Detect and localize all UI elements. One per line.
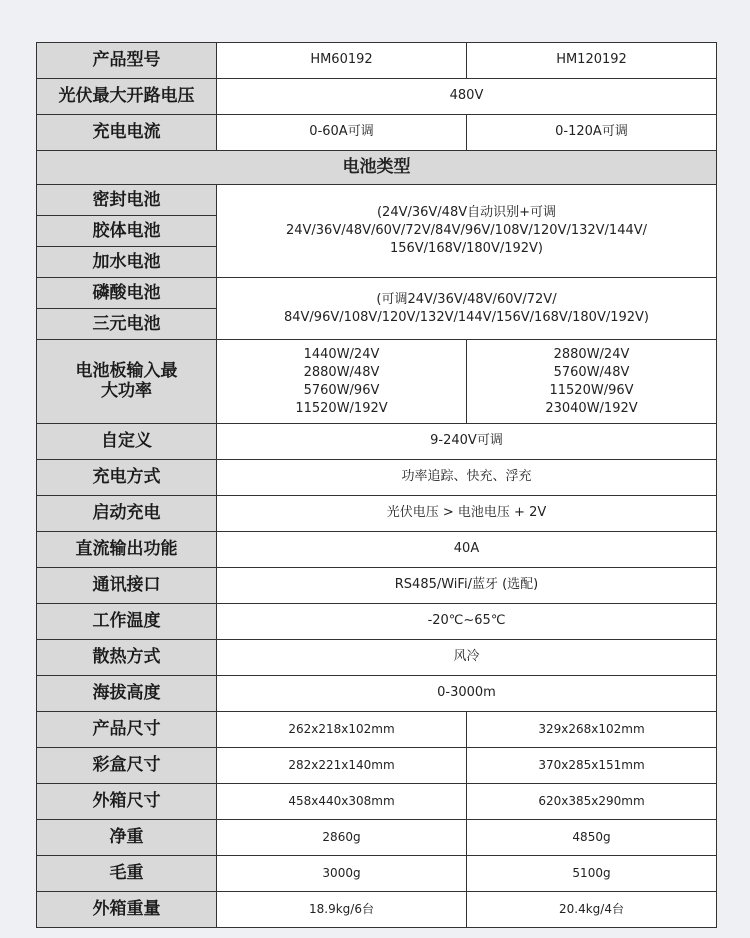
table-row (37, 568, 717, 604)
lead-acid-line: 24V/36V/48V/60V/72V/84V/96V/108V/120V/132V/144V/ (285, 223, 648, 238)
start-charge-value: 光伏电压 > 电池电压 + 2V (217, 496, 717, 532)
label-flooded-battery: 加水电池 (37, 246, 216, 277)
carton-size-b: 620x385x290mm (467, 784, 717, 820)
gross-weight-a: 3000g (217, 856, 467, 892)
cooling-value: 风冷 (217, 640, 717, 676)
lead-acid-line: 156V/168V/180V/192V) (389, 241, 544, 256)
table-row (37, 604, 717, 640)
charge-current-b: 0-120A可调 (467, 115, 717, 151)
lead-acid-labels (37, 185, 217, 278)
panel-power-a-line: 1440W/24V (303, 346, 380, 362)
row-label-gross-weight: 毛重 (37, 856, 217, 892)
label-lfp-battery: 磷酸电池 (92, 283, 161, 303)
lithium-line: (可调24V/36V/48V/60V/72V/ (376, 291, 557, 307)
net-weight-b: 4850g (467, 820, 717, 856)
lead-acid-voltage (217, 185, 717, 278)
carton-weight-a: 18.9kg/6台 (217, 892, 467, 928)
charge-current-a: 0-60A可调 (217, 115, 467, 151)
row-label-carton-weight: 外箱重量 (37, 892, 217, 928)
product-size-a: 262x218x102mm (217, 712, 467, 748)
panel-power-b-line: 23040W/192V (545, 400, 638, 416)
panel-power-b-line: 11520W/96V (549, 382, 634, 398)
table-row (37, 676, 717, 712)
row-label-temp: 工作温度 (37, 604, 217, 640)
table-row (37, 151, 717, 185)
table-row (37, 496, 717, 532)
table-row (37, 856, 717, 892)
row-label-altitude: 海拔高度 (37, 676, 217, 712)
lead-acid-line: (24V/36V/48V自动识别+可调 (376, 205, 557, 220)
comm-value: RS485/WiFi/蓝牙 (选配) (217, 568, 717, 604)
table-row (37, 79, 717, 115)
row-label-cooling: 散热方式 (37, 640, 217, 676)
row-label-box-size: 彩盒尺寸 (37, 748, 217, 784)
table-row (37, 278, 717, 340)
table-row (37, 820, 717, 856)
row-label-start-charge: 启动充电 (37, 496, 217, 532)
panel-power-a-line: 5760W/96V (303, 382, 380, 398)
dc-output-value: 40A (217, 532, 717, 568)
carton-size-a: 458x440x308mm (217, 784, 467, 820)
panel-power-label-line: 电池板输入最 (75, 360, 178, 381)
net-weight-a: 2860g (217, 820, 467, 856)
row-label-pv-voc: 光伏最大开路电压 (37, 79, 217, 115)
panel-power-a-line: 11520W/192V (295, 400, 388, 416)
table-row (37, 712, 717, 748)
row-label-carton-size: 外箱尺寸 (37, 784, 217, 820)
row-label-model: 产品型号 (37, 43, 217, 79)
table-row (37, 748, 717, 784)
panel-power-b-line: 2880W/24V (553, 346, 630, 362)
table-row (37, 640, 717, 676)
model-b: HM120192 (467, 43, 717, 79)
label-ternary-battery: 三元电池 (37, 308, 216, 339)
label-gel-battery: 胶体电池 (37, 215, 216, 246)
section-battery-type: 电池类型 (37, 151, 717, 185)
label-sealed-battery: 密封电池 (92, 190, 161, 210)
custom-value: 9-240V可调 (217, 424, 717, 460)
panel-power-b (467, 340, 717, 424)
row-label-custom: 自定义 (37, 424, 217, 460)
table-row (37, 115, 717, 151)
gross-weight-b: 5100g (467, 856, 717, 892)
lithium-line: 84V/96V/108V/120V/132V/144V/156V/168V/180V/192V) (283, 309, 649, 325)
row-label-panel-power (37, 340, 217, 424)
row-label-charge-current: 充电电流 (37, 115, 217, 151)
table-row (37, 185, 717, 278)
table-row (37, 340, 717, 424)
table-row (37, 892, 717, 928)
pv-voc-value: 480V (217, 79, 717, 115)
table-row (37, 784, 717, 820)
carton-weight-b: 20.4kg/4台 (467, 892, 717, 928)
row-label-dc-output: 直流输出功能 (37, 532, 217, 568)
panel-power-a (217, 340, 467, 424)
table-row (37, 532, 717, 568)
box-size-a: 282x221x140mm (217, 748, 467, 784)
row-label-comm: 通讯接口 (37, 568, 217, 604)
box-size-b: 370x285x151mm (467, 748, 717, 784)
lithium-labels (37, 278, 217, 340)
panel-power-a-line: 2880W/48V (303, 364, 380, 380)
product-size-b: 329x268x102mm (467, 712, 717, 748)
row-label-product-size: 产品尺寸 (37, 712, 217, 748)
row-label-net-weight: 净重 (37, 820, 217, 856)
row-label-charge-mode: 充电方式 (37, 460, 217, 496)
table-row (37, 460, 717, 496)
charge-mode-value: 功率追踪、快充、浮充 (217, 460, 717, 496)
spec-table (36, 42, 717, 928)
lithium-voltage (217, 278, 717, 340)
temp-value: -20℃~65℃ (217, 604, 717, 640)
table-row (37, 43, 717, 79)
model-a: HM60192 (217, 43, 467, 79)
panel-power-b-line: 5760W/48V (553, 364, 630, 380)
table-row (37, 424, 717, 460)
panel-power-label-line: 大功率 (101, 380, 152, 401)
altitude-value: 0-3000m (217, 676, 717, 712)
